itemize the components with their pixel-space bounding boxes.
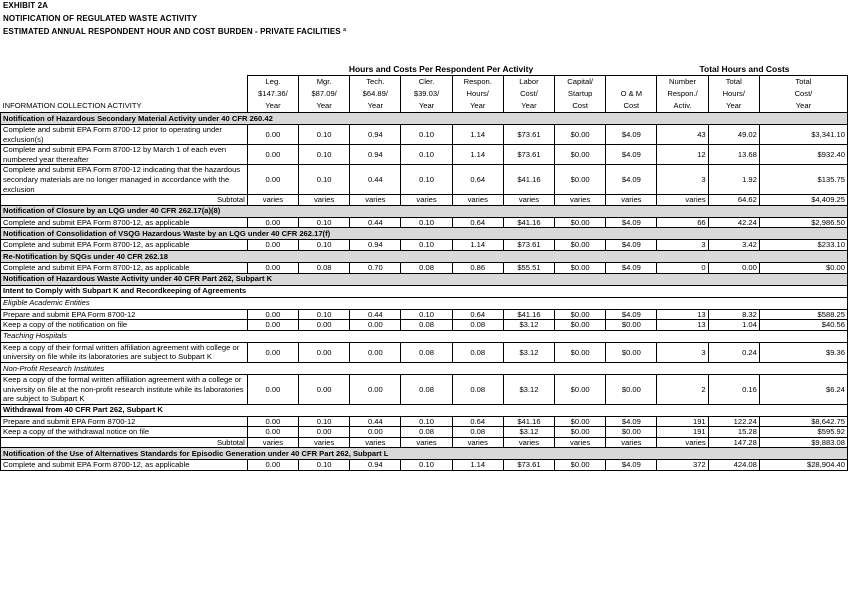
section-header-row [1,250,848,262]
section-title: Notification of Consolidation of VSQG Hazardous Waste by an LQG under 40 CFR 262.17(f) [1,228,848,240]
value-cell: $0.00 [555,165,606,195]
value-cell: 147.28 [708,437,759,448]
value-cell: $41.16 [503,165,554,195]
value-cell: 0.10 [299,240,350,251]
value-cell: $4.09 [606,240,657,251]
value-cell: 1.14 [452,145,503,165]
table-row [1,217,848,228]
value-cell: 0.16 [708,374,759,404]
value-cell: varies [606,195,657,206]
value-cell: 424.08 [708,460,759,471]
header-spacer [1,76,248,89]
value-cell: 0.00 [247,416,298,427]
value-cell: 0.64 [452,416,503,427]
value-cell: $0.00 [555,320,606,331]
subtotal-label: Subtotal [1,195,248,206]
value-cell: 0.00 [247,427,298,438]
value-cell: 0.08 [401,320,452,331]
column-header-cell: Capital/ [555,76,606,89]
value-cell: $4.09 [606,309,657,320]
column-header-cell: Total [759,76,847,89]
value-cell: 0.00 [247,309,298,320]
value-cell: 0.00 [247,217,298,228]
subtotal-label: Subtotal [1,437,248,448]
value-cell: 0.64 [452,217,503,228]
column-header-cell: Startup [555,88,606,100]
value-cell: $0.00 [555,309,606,320]
value-cell: $0.00 [555,125,606,145]
totals-group-header: Total Hours and Costs [699,64,790,74]
value-cell: 0 [657,262,708,273]
value-cell: $73.61 [503,145,554,165]
column-header-cell: Total [708,76,759,89]
value-cell: varies [247,437,298,448]
value-cell: 0.10 [299,460,350,471]
value-cell: 0.00 [247,374,298,404]
per-respondent-group-header: Hours and Costs Per Respondent Per Activity [348,64,534,74]
value-cell: $55.51 [503,262,554,273]
value-cell: $3,341.10 [759,125,847,145]
header-row [1,88,848,100]
column-header-cell: Cost [606,100,657,113]
value-cell: 0.94 [350,145,401,165]
activity-label: Keep a copy of the notification on file [1,320,248,331]
value-cell: 0.64 [452,309,503,320]
value-cell: 1.14 [452,460,503,471]
value-cell: 0.10 [299,165,350,195]
value-cell: $28,904.40 [759,460,847,471]
value-cell: 0.00 [299,320,350,331]
value-cell: $73.61 [503,125,554,145]
value-cell: 0.08 [401,427,452,438]
value-cell: $0.00 [606,374,657,404]
activity-label: Complete and submit EPA Form 8700-12 indicating that the hazardous secondary materials are no longer managed in accordance with the exclusion [1,165,248,195]
subgroup-header-row [1,330,848,342]
value-cell: $41.16 [503,217,554,228]
value-cell: 1.04 [708,320,759,331]
column-header-cell: Year [452,100,503,113]
burden-table [0,75,848,471]
value-cell: $0.00 [555,374,606,404]
table-row [1,320,848,331]
value-cell: 0.10 [299,416,350,427]
value-cell: 0.00 [299,342,350,362]
section-title: Re-Notification by SQGs under 40 CFR 262.18 [1,250,848,262]
value-cell: 0.08 [401,262,452,273]
value-cell: $932.40 [759,145,847,165]
value-cell: 8.32 [708,309,759,320]
header-row [1,76,848,89]
value-cell: 3.42 [708,240,759,251]
value-cell: 0.44 [350,217,401,228]
section-title: Notification of Hazardous Secondary Material Activity under 40 CFR 260.42 [1,113,848,125]
section-title: Notification of Closure by an LQG under 40 CFR 262.17(a)(8) [1,205,848,217]
value-cell: 0.44 [350,416,401,427]
value-cell: 13.68 [708,145,759,165]
value-cell: varies [606,437,657,448]
value-cell: $0.00 [555,145,606,165]
value-cell: 1.92 [708,165,759,195]
value-cell: $0.00 [555,342,606,362]
table-row [1,125,848,145]
section-header-row [1,448,848,460]
document-title: NOTIFICATION OF REGULATED WASTE ACTIVITY [3,14,198,23]
value-cell: 0.00 [350,374,401,404]
value-cell: 0.10 [299,145,350,165]
value-cell: 0.00 [247,125,298,145]
table-row [1,342,848,362]
value-cell: 0.00 [247,165,298,195]
column-header-cell: Year [503,100,554,113]
value-cell: $73.61 [503,460,554,471]
value-cell: 3 [657,165,708,195]
subtotal-row [1,437,848,448]
value-cell: varies [555,437,606,448]
activity-column-header: INFORMATION COLLECTION ACTIVITY [2,101,142,110]
value-cell: 42.24 [708,217,759,228]
value-cell: 0.00 [708,262,759,273]
value-cell: 13 [657,309,708,320]
document-subtitle: ESTIMATED ANNUAL RESPONDENT HOUR AND COST BURDEN - PRIVATE FACILITIES ª [3,27,347,36]
value-cell: 0.10 [401,460,452,471]
value-cell: $73.61 [503,240,554,251]
subgroup-title: Eligible Academic Entities [1,297,848,309]
value-cell: 1.14 [452,125,503,145]
value-cell: 0.10 [401,125,452,145]
value-cell: 0.08 [401,342,452,362]
value-cell: varies [503,195,554,206]
value-cell: 1.14 [452,240,503,251]
activity-label: Complete and submit EPA Form 8700-12 by March 1 of each even numbered year thereafter [1,145,248,165]
table-row [1,416,848,427]
value-cell: $0.00 [555,416,606,427]
header-row [1,100,848,113]
column-header-cell: Activ. [657,100,708,113]
exhibit-label: EXHIBIT 2A [3,1,49,10]
value-cell: $4.09 [606,165,657,195]
value-cell: $41.16 [503,309,554,320]
column-header-cell: $64.89/ [350,88,401,100]
value-cell: $2,986.50 [759,217,847,228]
value-cell: 191 [657,427,708,438]
value-cell: 0.08 [452,320,503,331]
table-row [1,460,848,471]
value-cell: 3 [657,240,708,251]
column-header-cell: Hours/ [452,88,503,100]
value-cell: 0.10 [299,217,350,228]
value-cell: $0.00 [555,240,606,251]
column-header-cell: $87.09/ [299,88,350,100]
table-row [1,309,848,320]
value-cell: varies [350,437,401,448]
activity-label: Complete and submit EPA Form 8700-12 prior to operating under exclusion(s) [1,125,248,145]
value-cell: 0.10 [401,416,452,427]
value-cell: $4.09 [606,262,657,273]
value-cell: $4.09 [606,125,657,145]
value-cell: varies [503,437,554,448]
value-cell: $41.16 [503,416,554,427]
section-header-row [1,205,848,217]
value-cell: 0.00 [299,374,350,404]
header-spacer [1,88,248,100]
activity-label: Complete and submit EPA Form 8700-12, as applicable [1,217,248,228]
value-cell: 0.00 [350,320,401,331]
value-cell: varies [299,195,350,206]
value-cell: $135.75 [759,165,847,195]
value-cell: 0.10 [299,125,350,145]
section-header-row [1,285,848,297]
table-body [1,113,848,471]
value-cell: 0.00 [247,145,298,165]
table-header [1,76,848,113]
value-cell: 0.24 [708,342,759,362]
column-header-cell: Respon./ [657,88,708,100]
activity-label: Keep a copy of the formal written affiliation agreement with a college or university on file at the non-profit research institute while its laboratories are subject to Subpart K [1,374,248,404]
column-header-cell: Year [247,100,298,113]
value-cell: $9.36 [759,342,847,362]
value-cell: 0.10 [299,309,350,320]
value-cell: 0.08 [452,374,503,404]
value-cell: $0.00 [759,262,847,273]
value-cell: varies [657,195,708,206]
activity-label: Complete and submit EPA Form 8700-12, as applicable [1,262,248,273]
value-cell: 15.28 [708,427,759,438]
value-cell: varies [555,195,606,206]
table-row [1,145,848,165]
value-cell: 0.10 [401,145,452,165]
section-header-row [1,404,848,416]
value-cell: 13 [657,320,708,331]
value-cell: varies [299,437,350,448]
value-cell: $0.00 [555,427,606,438]
section-header-row [1,113,848,125]
value-cell: $0.00 [555,262,606,273]
value-cell: 2 [657,374,708,404]
value-cell: 0.94 [350,125,401,145]
column-header-cell: Hours/ [708,88,759,100]
subgroup-header-row [1,297,848,309]
subtotal-row [1,195,848,206]
table-row [1,165,848,195]
table-row [1,262,848,273]
column-header-cell: $39.03/ [401,88,452,100]
value-cell: 0.10 [401,309,452,320]
value-cell: 0.44 [350,309,401,320]
activity-label: Keep a copy of their formal written affiliation agreement with college or university on file while its laboratories are subject to Subpart K [1,342,248,362]
value-cell: varies [452,195,503,206]
column-header-cell: Tech. [350,76,401,89]
subgroup-title: Teaching Hospitals [1,330,848,342]
section-title: Notification of the Use of Alternatives Standards for Episodic Generation under 40 CFR Part 262, Subpart L [1,448,848,460]
column-header-cell: Cler. [401,76,452,89]
value-cell: $4,409.25 [759,195,847,206]
value-cell: $0.00 [606,427,657,438]
section-title: Withdrawal from 40 CFR Part 262, Subpart K [1,404,848,416]
value-cell: 0.94 [350,460,401,471]
value-cell: $0.00 [606,342,657,362]
table-row [1,240,848,251]
value-cell: varies [247,195,298,206]
column-header-cell: Year [708,100,759,113]
activity-label: Keep a copy of the withdrawal notice on file [1,427,248,438]
column-header-cell: Year [759,100,847,113]
column-header-cell [606,76,657,89]
activity-label: Complete and submit EPA Form 8700-12, as applicable [1,460,248,471]
value-cell: 12 [657,145,708,165]
value-cell: $40.56 [759,320,847,331]
value-cell: $3.12 [503,342,554,362]
value-cell: 372 [657,460,708,471]
value-cell: 0.08 [299,262,350,273]
value-cell: 0.44 [350,165,401,195]
value-cell: 3 [657,342,708,362]
value-cell: varies [657,437,708,448]
value-cell: $4.09 [606,416,657,427]
column-header-cell: Number [657,76,708,89]
value-cell: 0.00 [247,460,298,471]
value-cell: 0.10 [401,217,452,228]
column-header-cell: Leg. [247,76,298,89]
column-header-cell: Cost/ [759,88,847,100]
value-cell: $6.24 [759,374,847,404]
value-cell: 0.10 [401,165,452,195]
section-title: Intent to Comply with Subpart K and Recordkeeping of Agreements [1,285,848,297]
value-cell: 64.62 [708,195,759,206]
value-cell: 0.00 [350,427,401,438]
value-cell: 0.08 [452,342,503,362]
value-cell: 0.86 [452,262,503,273]
value-cell: $588.25 [759,309,847,320]
value-cell: 0.64 [452,165,503,195]
subgroup-title: Non-Profit Research Institutes [1,362,848,374]
value-cell: 0.00 [247,240,298,251]
value-cell: 122.24 [708,416,759,427]
value-cell: 0.08 [401,374,452,404]
value-cell: varies [401,195,452,206]
value-cell: $4.09 [606,217,657,228]
section-title: Notification of Hazardous Waste Activity under 40 CFR Part 262, Subpart K [1,273,848,285]
value-cell: $595.92 [759,427,847,438]
column-header-cell: Year [401,100,452,113]
column-header-cell: Cost [555,100,606,113]
column-header-cell: $147.36/ [247,88,298,100]
activity-label: Complete and submit EPA Form 8700-12, as applicable [1,240,248,251]
value-cell: $3.12 [503,320,554,331]
column-header-cell: O & M [606,88,657,100]
value-cell: $0.00 [606,320,657,331]
value-cell: $0.00 [555,217,606,228]
activity-label: Prepare and submit EPA Form 8700-12 [1,416,248,427]
value-cell: 0.00 [247,262,298,273]
table-row [1,374,848,404]
value-cell: 0.00 [247,342,298,362]
value-cell: $4.09 [606,460,657,471]
column-header-cell: Cost/ [503,88,554,100]
activity-label: Prepare and submit EPA Form 8700-12 [1,309,248,320]
value-cell: 0.70 [350,262,401,273]
table-row [1,427,848,438]
value-cell: $3.12 [503,374,554,404]
value-cell: $9,883.08 [759,437,847,448]
subgroup-header-row [1,362,848,374]
value-cell: 0.00 [299,427,350,438]
column-header-cell: Respon. [452,76,503,89]
value-cell: 43 [657,125,708,145]
value-cell: 0.10 [401,240,452,251]
value-cell: 0.08 [452,427,503,438]
column-header-cell: Year [350,100,401,113]
value-cell: varies [350,195,401,206]
section-header-row [1,273,848,285]
value-cell: 0.00 [350,342,401,362]
value-cell: $3.12 [503,427,554,438]
value-cell: 0.00 [247,320,298,331]
value-cell: $233.10 [759,240,847,251]
column-header-cell: Mgr. [299,76,350,89]
value-cell: 66 [657,217,708,228]
value-cell: $0.00 [555,460,606,471]
value-cell: 49.02 [708,125,759,145]
value-cell: 0.94 [350,240,401,251]
value-cell: $8,642.75 [759,416,847,427]
value-cell: 191 [657,416,708,427]
section-header-row [1,228,848,240]
value-cell: $4.09 [606,145,657,165]
column-header-cell: Labor [503,76,554,89]
column-header-cell: Year [299,100,350,113]
value-cell: varies [401,437,452,448]
value-cell: varies [452,437,503,448]
